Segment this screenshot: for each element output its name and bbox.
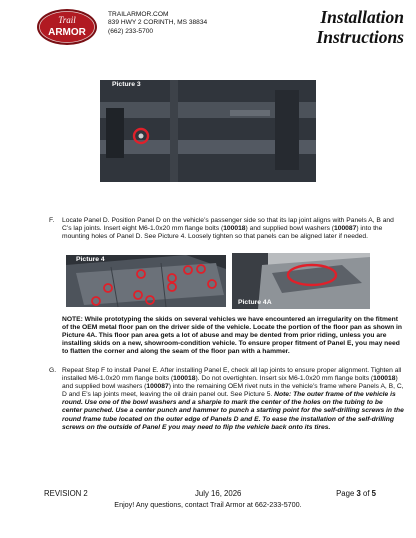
picture-4-label: Picture 4 (76, 256, 105, 263)
fitment-note: NOTE: While prototyping the skids on several vehicles we have encountered an irregularity on the fitment of the OEM metal floor pan on the driver side of the vehicle. Locate the portion of the floor pan as shown in Picture 4A. This floor pan area gets a lot of abuse and may be dented from prior riding, unless you are installing skids on a new, showroom-condition vehicle. To ensure proper fitment of Panel E, you may need to flatten the corner and along the seam of the floor pan with a hammer. (62, 316, 402, 356)
step-f-part-washer: 100087 (334, 225, 357, 233)
step-f (49, 217, 404, 241)
page-current: 3 (356, 489, 361, 498)
page-footer (44, 489, 400, 499)
step-f-text-2: ) and supplied bowl washers ( (245, 225, 335, 233)
step-g-text-2: ). Do not overtighten. Insert six M6-1.0x20 mm flange bolts ( (195, 375, 374, 383)
logo-text-armor: ARMOR (48, 27, 86, 38)
title-line-1: Installation (320, 7, 404, 27)
step-g-text-3: ) and supplied bowl washers ( (62, 375, 398, 391)
company-info (108, 11, 207, 36)
step-g-text-4: ) into the remaining OEM rivet nuts in the vehicle’s frame where Panels A, B, C, D and E’s lap joints meet, leaving the oil drain panel out. See Picture 5. (62, 383, 404, 399)
company-name: TRAILARMOR.COM (108, 11, 169, 18)
title-line-2: Instructions (316, 27, 404, 47)
page-total: 5 (371, 489, 376, 498)
step-g (49, 367, 404, 432)
step-g-part-bolt-2: 100018 (373, 375, 396, 383)
footer-date: July 16, 2026 (195, 489, 242, 498)
company-address: 839 HWY 2 CORINTH, MS 38834 (108, 19, 208, 27)
page-number (336, 489, 376, 498)
page-title (316, 7, 404, 47)
step-f-part-bolt: 100018 (223, 225, 246, 233)
bolt-icon (139, 134, 144, 139)
picture-4a-label: Picture 4A (238, 299, 272, 306)
step-g-part-washer: 100087 (146, 383, 169, 391)
step-g-emphasis-note: Note: The outer frame of the vehicle is round. Use one of the bowl washers and a sharpie to mark the center of the holes on the tubing to be center punched. Use a center punch and hammer to punch a starting point for the self-drilling screws in the round frame tube located on the outer edge of Panels D and E. To ease the installation of the self-drilling screws on the outside of Panel E you may need to flip the vehicle back onto its tires. (62, 391, 404, 431)
step-g-letter: G. (49, 367, 57, 374)
contact-line: Enjoy! Any questions, contact Trail Armor at 662-233-5700. (114, 500, 302, 509)
step-g-part-bolt-1: 100018 (173, 375, 196, 383)
picture-3-scene (100, 80, 316, 182)
revision-label: REVISION 2 (44, 489, 88, 498)
picture-4-photo (66, 255, 226, 307)
page-mid: of (360, 489, 372, 498)
step-f-text-3: ) into the mounting holes of Panel D. See Picture 4. Loosely tighten so that panels can be aligned later if needed. (62, 225, 383, 241)
picture-3-photo (100, 80, 316, 182)
company-phone: (662) 233-5700 (108, 27, 154, 35)
page-prefix: Page (336, 489, 357, 498)
picture-4a-photo (232, 253, 370, 309)
step-g-text-1: Repeat Step F to install Panel E. After installing Panel E, check all lap joints to ensure proper alignment. Tighten all installed M6-1.0x20 mm flange bolts ( (62, 367, 402, 383)
step-f-letter: F. (49, 217, 55, 224)
picture-3-label: Picture 3 (112, 81, 141, 88)
step-f-text-1: Locate Panel D. Position Panel D on the vehicle’s passenger side so that its lap joint aligns with Panels A, B and C’s lap joints. Insert eight M6-1.0x20 mm flange bolts ( (62, 217, 394, 233)
trail-armor-logo (36, 8, 98, 46)
logo-text-trail: Trail (58, 15, 76, 25)
